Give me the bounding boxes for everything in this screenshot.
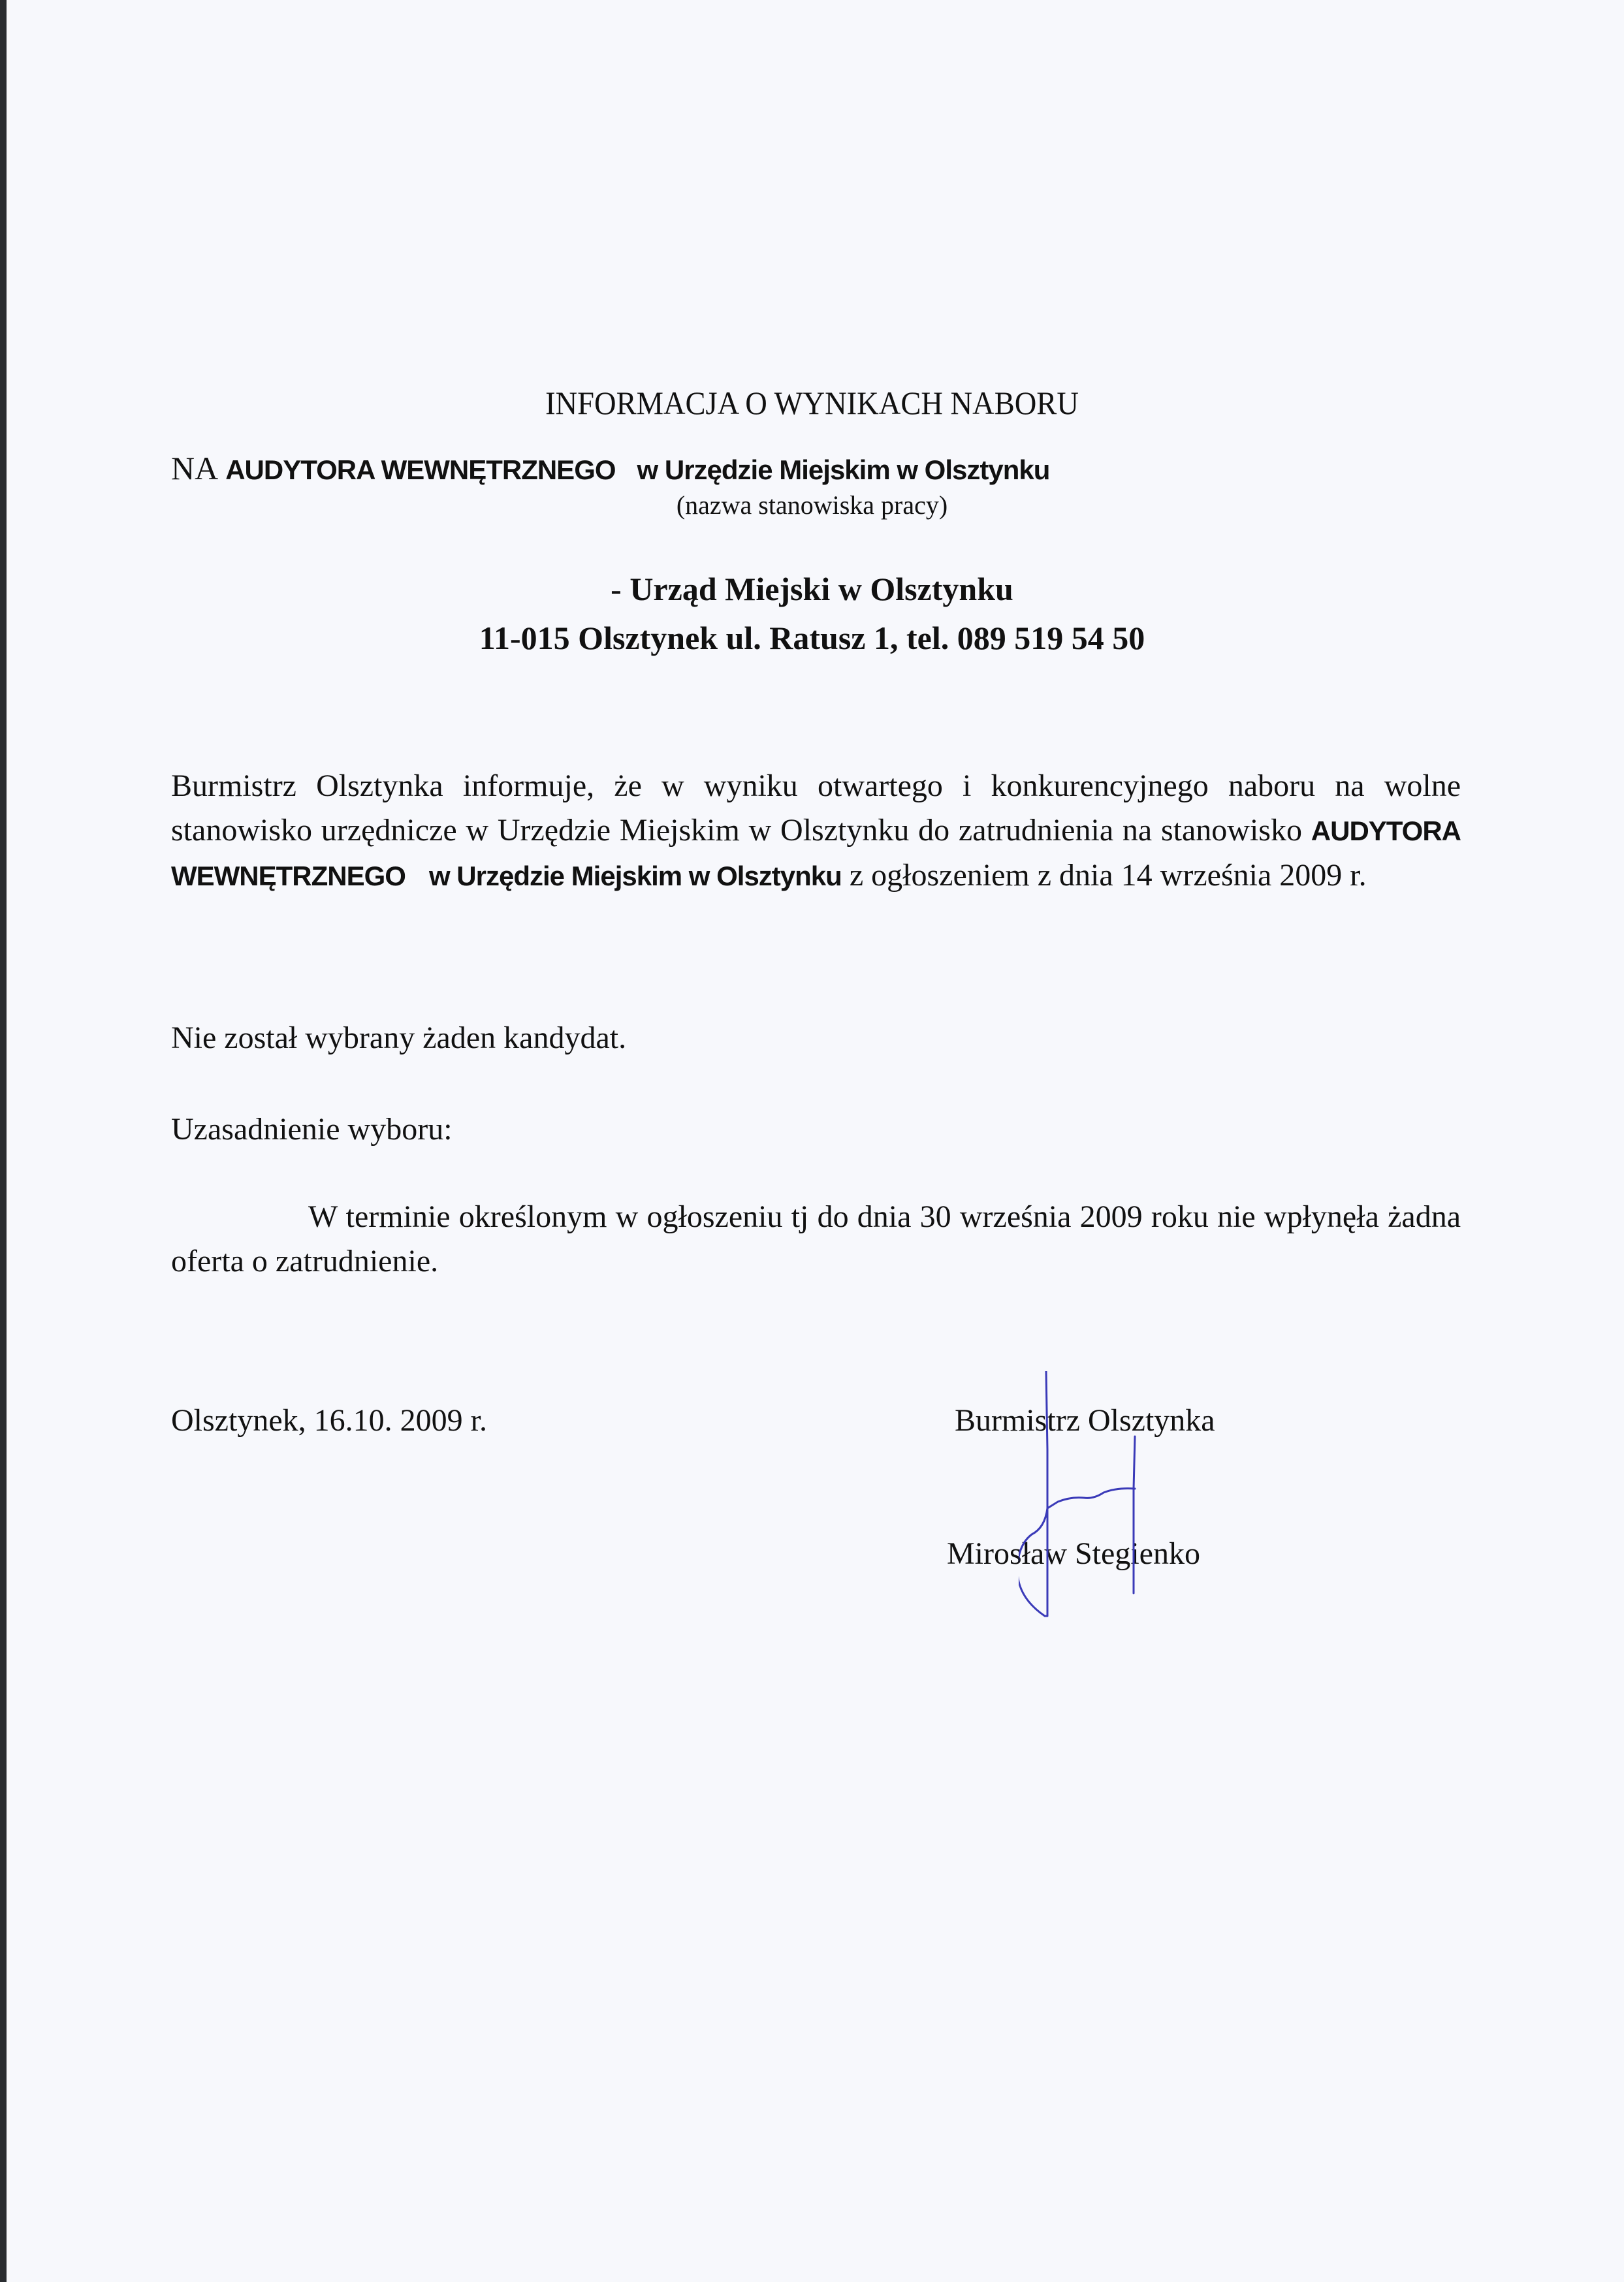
justification-label: Uzasadnienie wyboru: (171, 1112, 453, 1147)
subtitle-position: AUDYTORA WEWNĘTRZNEGO (225, 454, 616, 485)
handwritten-signature (1019, 1371, 1215, 1619)
subtitle-prefix: NA (171, 450, 219, 486)
position-hint: (nazwa stanowiska pracy) (676, 490, 948, 520)
paragraph-date: z ogłoszeniem z dnia 14 września 2009 r. (849, 858, 1367, 893)
justification-text: W terminie określonym w ogłoszeniu tj do dnia 30 września 2009 roku nie wpłynęła żadna oferta o zatrudnienie. (171, 1199, 1461, 1278)
paragraph-position: AUDYTORA WEWNĘTRZNEGO (171, 816, 1461, 891)
result-statement: Nie został wybrany żaden kandydat. (171, 1021, 627, 1055)
office-name: - Urząd Miejski w Olsztynku (611, 571, 1013, 607)
signatory-name: Mirosław Stegienko (947, 1536, 1200, 1571)
place-and-date: Olsztynek, 16.10. 2009 r. (171, 1403, 487, 1438)
document-title: INFORMACJA O WYNIKACH NABORU (545, 385, 1079, 421)
scan-edge (0, 0, 7, 2282)
announcement-paragraph (171, 764, 1461, 898)
paragraph-location: w Urzędzie Miejskim w Olsztynku (428, 861, 842, 891)
subtitle-location: w Urzędzie Miejskim w Olsztynku (637, 454, 1050, 485)
signatory-title: Burmistrz Olsztynka (955, 1403, 1215, 1438)
office-address: 11-015 Olsztynek ul. Ratusz 1, tel. 089 519 54 50 (479, 620, 1145, 656)
signature-stroke (1019, 1371, 1135, 1616)
document-subtitle (171, 449, 1049, 487)
paragraph-intro: Burmistrz Olsztynka informuje, że w wyniku otwartego i konkurencyjnego naboru na wolne stanowisko urzędnicze w Urzędzie Miejskim w Olsztynku do zatrudnienia na stanowisko (171, 769, 1461, 848)
